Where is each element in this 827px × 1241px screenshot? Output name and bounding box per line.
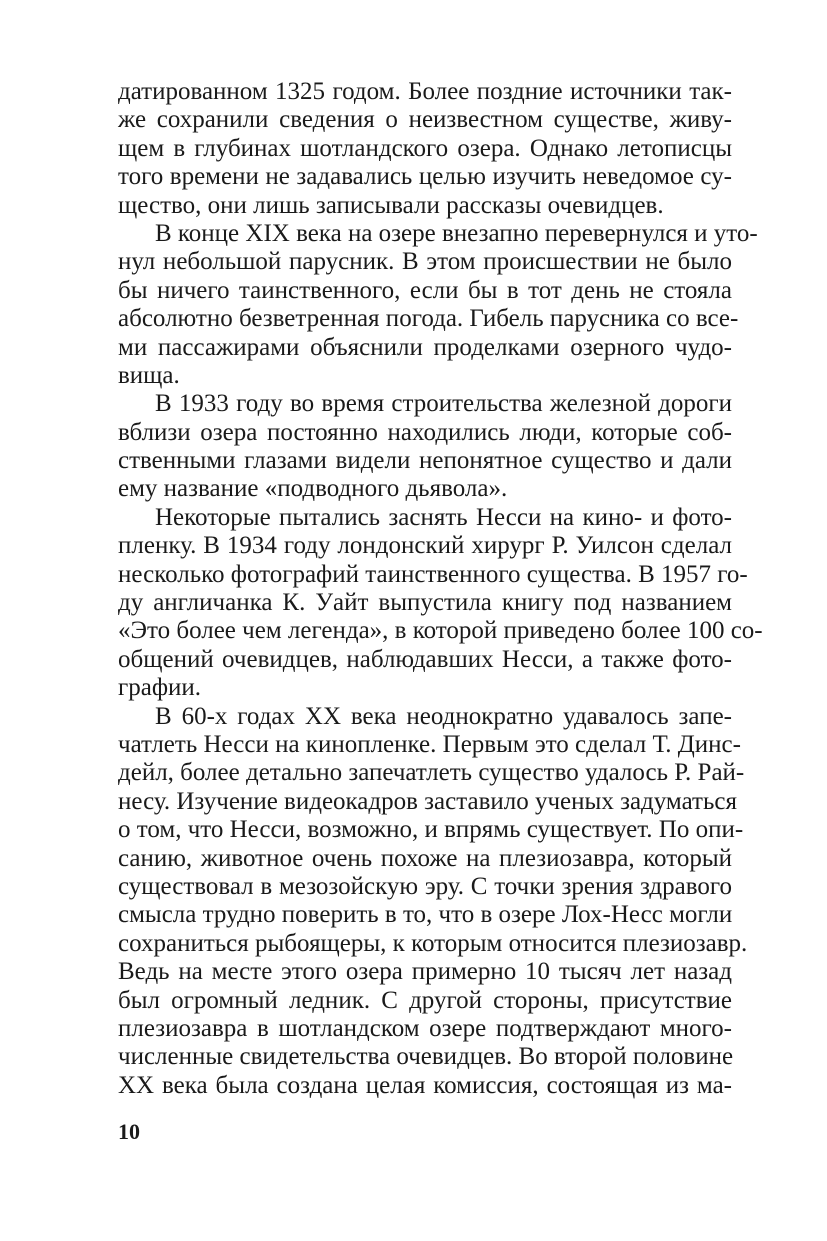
text-line: плезиозавра в шотландском озере подтверждают много-: [118, 1014, 732, 1042]
page-number: 10: [118, 1119, 140, 1144]
text-line: нул небольшой парусник. В этом происшествии не было: [118, 248, 732, 276]
text-line: численные свидетельства очевидцев. Во второй половине: [118, 1043, 734, 1071]
text-line: бы ничего таинственного, если бы в тот день не стояла: [118, 276, 732, 304]
text-line: ми пассажирами объяснили проделками озерного чудо-: [118, 333, 732, 361]
text-line: абсолютно безветренная погода. Гибель парусника со все-: [118, 305, 739, 333]
text-line: вблизи озера постоянно находились люди, которые соб-: [118, 418, 732, 446]
text-line: ду англичанка К. Уайт выпустила книгу под названием: [118, 589, 732, 617]
paragraph: [118, 503, 763, 703]
text-line: о том, что Несси, возможно, и впрямь существует. По опи-: [118, 816, 744, 844]
text-line: ственными глазами видели непонятное существо и дали: [118, 447, 732, 475]
text-line: несу. Изучение видеокадров заставило ученых задуматься: [118, 787, 737, 815]
text-line: сохраниться рыбоящеры, к которым относится плезиозавр.: [118, 929, 748, 957]
text-line: был огромный ледник. С другой стороны, присутствие: [118, 986, 732, 1014]
text-line: графии.: [118, 674, 202, 702]
text-line: дейл, более детально запечатлеть существо удалось Р. Рай-: [118, 759, 745, 787]
text-line: существовал в мезозойскую эру. С точки зрения здравого: [118, 872, 732, 900]
text-line: Ведь на месте этого озера примерно 10 тысяч лет назад: [118, 958, 732, 986]
paragraph: [118, 78, 732, 220]
text-line: Некоторые пытались заснять Несси на кино- и фото-: [155, 503, 732, 531]
text-line: того времени не задавались целью изучить неведомое су-: [118, 163, 732, 191]
text-line: же сохранили сведения о неизвестном существе, живу-: [118, 106, 732, 134]
text-line: щество, они лишь записывали рассказы очевидцев.: [118, 191, 664, 219]
text-line: несколько фотографий таинственного существа. В 1957 го-: [118, 560, 748, 588]
text-line: XX века была создана целая комиссия, состоящая из ма-: [118, 1071, 732, 1099]
paragraph: [118, 219, 758, 390]
text-line: В 60-х годах XX века неоднократно удавалось запе-: [155, 702, 732, 730]
text-line: щем в глубинах шотландского озера. Однако летописцы: [118, 134, 732, 162]
text-line: В конце XIX века на озере внезапно перевернулся и уто-: [155, 219, 758, 247]
text-line: В 1933 году во время строительства железной дороги: [155, 390, 732, 418]
paragraph: [118, 390, 732, 504]
text-line: вища.: [118, 361, 180, 389]
text-line: пленку. В 1934 году лондонский хирург Р. Уилсон сделал: [118, 532, 732, 560]
text-line: общений очевидцев, наблюдавших Несси, а также фото-: [118, 645, 732, 673]
paragraph: [118, 702, 748, 1100]
page-body: [118, 78, 763, 1100]
text-line: датированном 1325 годом. Более поздние источники так-: [118, 78, 732, 105]
text-line: смысла трудно поверить в то, что в озере Лох-Несс могли: [118, 901, 733, 929]
text-line: «Это более чем легенда», в которой приведено более 100 со-: [118, 617, 763, 645]
text-line: ему название «подводного дьявола».: [118, 475, 508, 503]
text-line: чатлеть Несси на кинопленке. Первым это сделал Т. Динс-: [118, 730, 741, 758]
text-line: санию, животное очень похоже на плезиозавра, который: [118, 844, 732, 872]
